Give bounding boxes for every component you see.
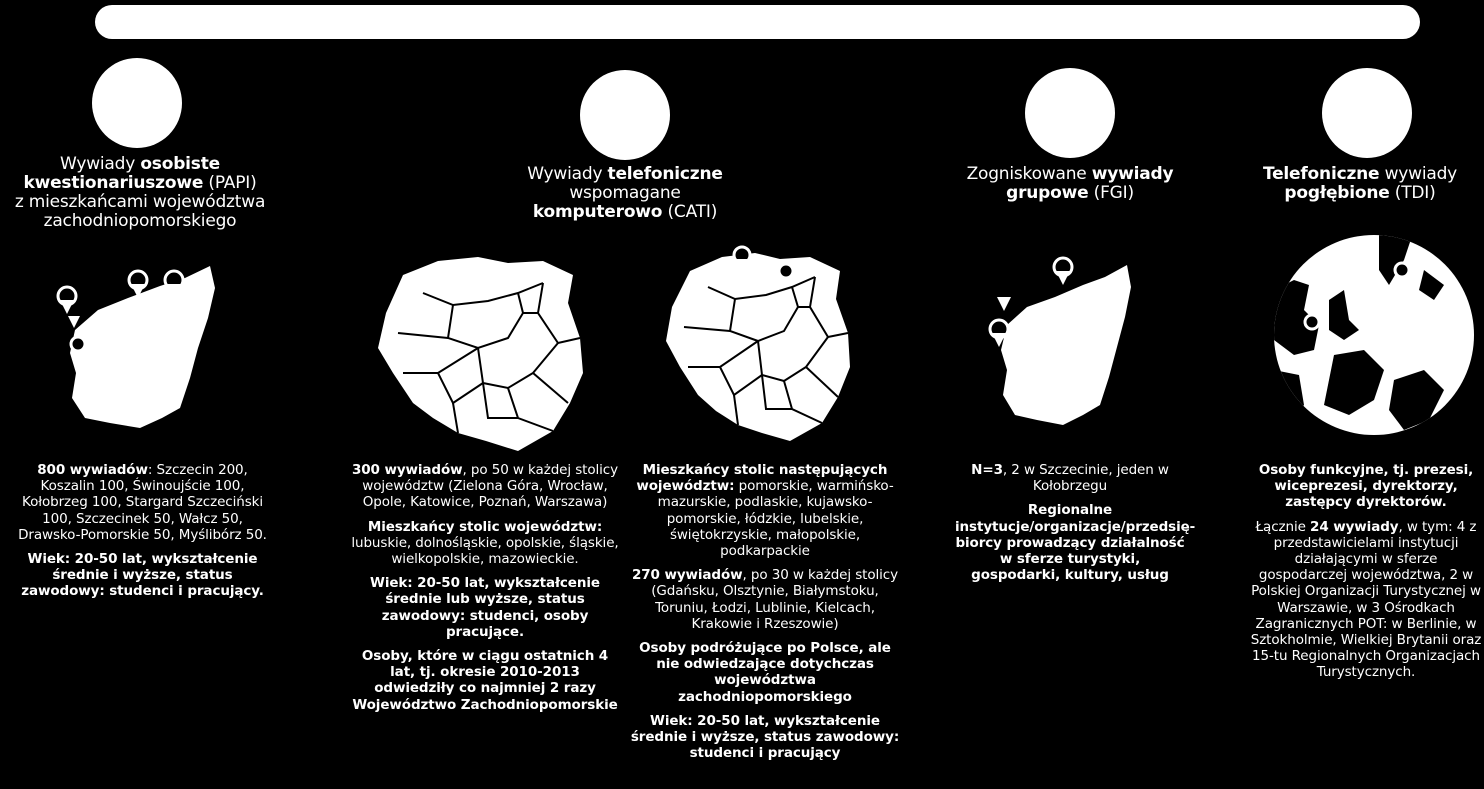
cati-circle-icon	[580, 70, 670, 160]
timeline-bar	[95, 5, 1420, 39]
cati-right-description: Mieszkańcy stolic następujących województw: pomorskie, warmińsko-mazurskie, podlaskie, kujawsko-pomorskie, łódzkie, lubelskie, świętokrzyskie, małopolskie, podkarpackie 270 wywiadów, po 30 w każdej stolicy (Gdańsku, Olsztynie, Białymstoku, Toruniu, Łodzi, Lublinie, Kielcach, Krakowie i Rzeszowie) Osoby podróżujące po Polsce, ale nie odwiedzające dotychczas województwa zachodniopomorskiego Wiek: 20-50 lat, wykształcenie średnie i wyższe, status zawodowy: studenci i pracujący	[630, 462, 900, 762]
map-poland-cati-right	[650, 243, 865, 453]
tdi-circle-icon	[1322, 68, 1412, 158]
location-pin-icon	[1305, 315, 1319, 329]
fgi-circle-icon	[1025, 68, 1115, 158]
map-europe-tdi	[1274, 230, 1474, 440]
location-pin-icon	[71, 337, 85, 351]
location-pin-icon	[1395, 263, 1409, 277]
papi-title: Wywiady osobiste kwestionariuszowe (PAPI) z mieszkańcami województwa zachodniopomorskiego	[14, 154, 266, 231]
map-zachodniopomorskie-papi	[50, 258, 220, 436]
location-pin-icon	[1054, 258, 1072, 285]
tdi-title: Telefoniczne wywiady pogłębione (TDI)	[1262, 164, 1458, 203]
map-poland-cati-left	[358, 253, 598, 463]
fgi-title: Zogniskowane wywiady grupowe (FGI)	[966, 164, 1174, 203]
location-pin-icon	[58, 287, 76, 314]
fgi-description: N=3, 2 w Szczecinie, jeden w Kołobrzegu Regionalne instytucje/organizacje/przedsię-biorcy prowadzący działalność w sferze turystyki, gospodarki, kultury, usług	[955, 462, 1196, 584]
tdi-description: Osoby funkcyjne, tj. prezesi, wiceprezesi, dyrektorzy, zastępcy dyrektorów. Łącznie 24 wywiady, w tym: 4 z przedstawicielami instytucji działającymi w sferze gospodarczej województwa, 2 w Polskiej Organizacji Turystycznej w Warszawie, w 3 Ośrodkach Zagranicznych POT: w Berlinie, w Sztokholmie, Wielkiej Brytanii oraz 15-tu Regionalnych Organizacjach Turystycznych.	[1250, 462, 1482, 681]
location-pin-icon	[779, 264, 793, 278]
papi-description: 800 wywiadów: Szczecin 200, Koszalin 100, Świnoujście 100, Kołobrzeg 100, Stargard Szczeciński 100, Szczecinek 50, Wałcz 50, Drawsko-Pomorskie 50, Myślibórz 50. Wiek: 20-50 lat, wykształcenie średnie i wyższe, status zawodowy: studenci i pracujący.	[18, 462, 267, 600]
papi-circle-icon	[92, 58, 182, 148]
map-zachodniopomorskie-fgi	[985, 255, 1135, 435]
cati-left-description: 300 wywiadów, po 50 w każdej stolicy województw (Zielona Góra, Wrocław, Opole, Katowice, Poznań, Warszawa) Mieszkańcy stolic województw: lubuskie, dolnośląskie, opolskie, śląskie, wielkopolskie, mazowieckie. Wiek: 20-50 lat, wykształcenie średnie lub wyższe, status zawodowy: studenci, osoby pracujące. Osoby, które w ciągu ostatnich 4 lat, tj. okresie 2010-2013 odwiedziły co najmniej 2 razy Województwo Zachodniopomorskie	[351, 462, 619, 713]
cati-title: Wywiady telefoniczne wspomagane komputerowo (CATI)	[527, 164, 723, 222]
